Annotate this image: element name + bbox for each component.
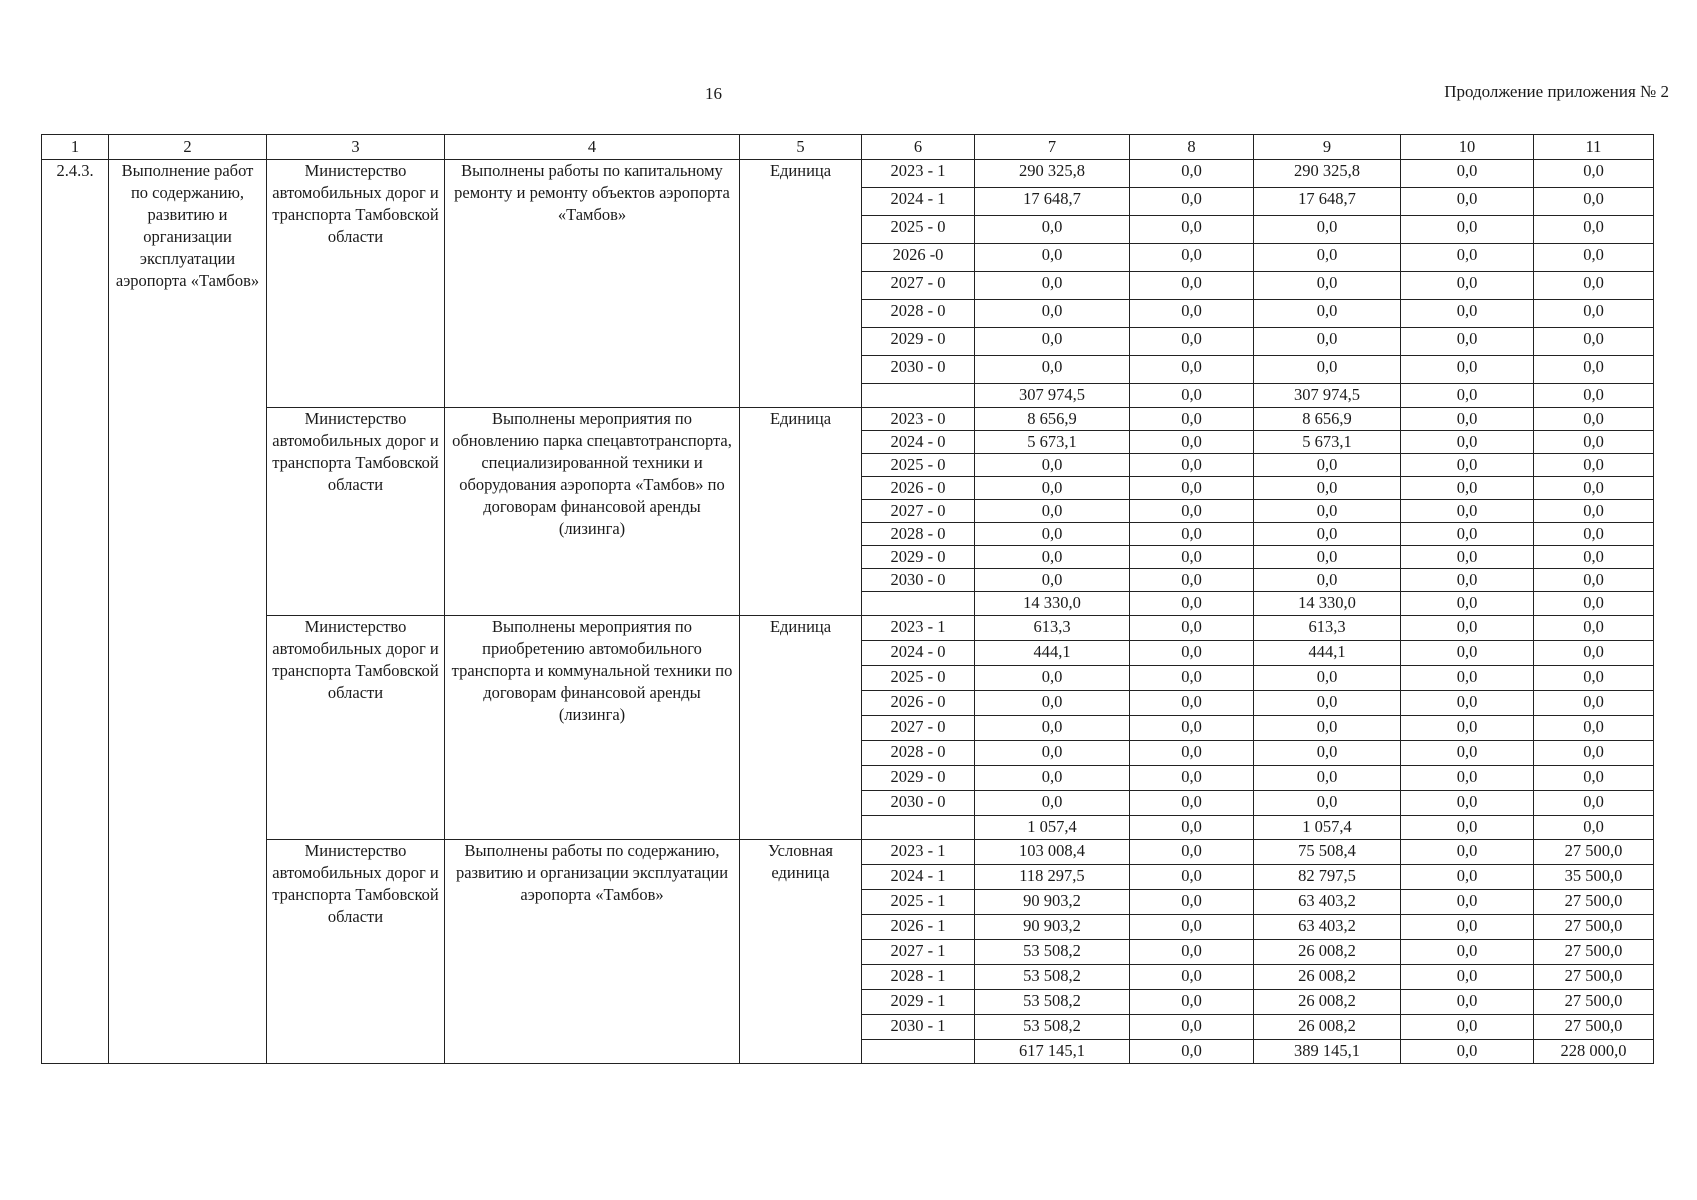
regional-cell: 0,0 <box>1254 477 1401 500</box>
total-cell: 118 297,5 <box>975 865 1130 890</box>
extrabudget-cell: 0,0 <box>1534 569 1654 592</box>
local-cell: 0,0 <box>1401 188 1534 216</box>
extrabudget-cell: 0,0 <box>1534 477 1654 500</box>
column-number-header: 11 <box>1534 135 1654 160</box>
column-number-header: 8 <box>1130 135 1254 160</box>
year-indicator-cell: 2026 - 0 <box>862 691 975 716</box>
total-cell: 0,0 <box>975 691 1130 716</box>
federal-cell: 0,0 <box>1130 791 1254 816</box>
regional-cell: 0,0 <box>1254 666 1401 691</box>
year-indicator-cell: 2023 - 1 <box>862 160 975 188</box>
column-number-header: 7 <box>975 135 1130 160</box>
regional-cell: 0,0 <box>1254 300 1401 328</box>
year-indicator-cell <box>862 816 975 840</box>
total-cell: 0,0 <box>975 216 1130 244</box>
local-cell: 0,0 <box>1401 160 1534 188</box>
regional-cell: 0,0 <box>1254 272 1401 300</box>
federal-cell: 0,0 <box>1130 300 1254 328</box>
local-cell: 0,0 <box>1401 328 1534 356</box>
regional-cell: 5 673,1 <box>1254 431 1401 454</box>
year-indicator-cell: 2029 - 0 <box>862 766 975 791</box>
year-indicator-cell <box>862 1040 975 1064</box>
unit-cell: Условная единица <box>740 840 862 1064</box>
executor-cell: Министерство автомобильных дорог и транспорта Тамбовской области <box>267 616 445 840</box>
regional-cell: 63 403,2 <box>1254 915 1401 940</box>
local-cell: 0,0 <box>1401 356 1534 384</box>
total-cell: 0,0 <box>975 546 1130 569</box>
federal-cell: 0,0 <box>1130 384 1254 408</box>
regional-cell: 444,1 <box>1254 641 1401 666</box>
extrabudget-cell: 0,0 <box>1534 244 1654 272</box>
year-indicator-cell: 2030 - 0 <box>862 356 975 384</box>
local-cell: 0,0 <box>1401 641 1534 666</box>
column-number-header: 1 <box>42 135 109 160</box>
total-cell: 0,0 <box>975 300 1130 328</box>
extrabudget-cell: 0,0 <box>1534 816 1654 840</box>
year-indicator-cell: 2029 - 1 <box>862 990 975 1015</box>
year-indicator-cell: 2028 - 1 <box>862 965 975 990</box>
federal-cell: 0,0 <box>1130 408 1254 431</box>
regional-cell: 0,0 <box>1254 766 1401 791</box>
year-indicator-cell: 2030 - 0 <box>862 791 975 816</box>
extrabudget-cell: 0,0 <box>1534 546 1654 569</box>
extrabudget-cell: 0,0 <box>1534 328 1654 356</box>
regional-cell: 26 008,2 <box>1254 1015 1401 1040</box>
column-number-row <box>42 135 1654 160</box>
regional-cell: 0,0 <box>1254 216 1401 244</box>
extrabudget-cell: 0,0 <box>1534 766 1654 791</box>
regional-cell: 1 057,4 <box>1254 816 1401 840</box>
extrabudget-cell: 0,0 <box>1534 523 1654 546</box>
regional-cell: 0,0 <box>1254 546 1401 569</box>
extrabudget-cell: 0,0 <box>1534 741 1654 766</box>
total-cell: 53 508,2 <box>975 990 1130 1015</box>
local-cell: 0,0 <box>1401 500 1534 523</box>
extrabudget-cell: 0,0 <box>1534 384 1654 408</box>
local-cell: 0,0 <box>1401 791 1534 816</box>
regional-cell: 17 648,7 <box>1254 188 1401 216</box>
program-table <box>41 134 1654 1064</box>
extrabudget-cell: 0,0 <box>1534 691 1654 716</box>
total-cell: 53 508,2 <box>975 1015 1130 1040</box>
year-indicator-cell: 2026 - 1 <box>862 915 975 940</box>
year-indicator-cell: 2024 - 1 <box>862 865 975 890</box>
local-cell: 0,0 <box>1401 300 1534 328</box>
table-body <box>42 160 1654 1064</box>
extrabudget-cell: 0,0 <box>1534 666 1654 691</box>
federal-cell: 0,0 <box>1130 216 1254 244</box>
federal-cell: 0,0 <box>1130 666 1254 691</box>
total-cell: 0,0 <box>975 272 1130 300</box>
extrabudget-cell: 0,0 <box>1534 431 1654 454</box>
local-cell: 0,0 <box>1401 523 1534 546</box>
table-row <box>42 408 1654 431</box>
regional-cell: 290 325,8 <box>1254 160 1401 188</box>
local-cell: 0,0 <box>1401 569 1534 592</box>
regional-cell: 26 008,2 <box>1254 965 1401 990</box>
column-number-header: 6 <box>862 135 975 160</box>
result-cell: Выполнены работы по содержанию, развитию и организации эксплуатации аэропорта «Тамбов» <box>445 840 740 1064</box>
result-cell: Выполнены работы по капитальному ремонту и ремонту объектов аэропорта «Тамбов» <box>445 160 740 408</box>
column-number-header: 9 <box>1254 135 1401 160</box>
table-row <box>42 840 1654 865</box>
regional-cell: 26 008,2 <box>1254 940 1401 965</box>
extrabudget-cell: 0,0 <box>1534 616 1654 641</box>
year-indicator-cell: 2023 - 1 <box>862 840 975 865</box>
federal-cell: 0,0 <box>1130 188 1254 216</box>
extrabudget-cell: 27 500,0 <box>1534 915 1654 940</box>
local-cell: 0,0 <box>1401 477 1534 500</box>
federal-cell: 0,0 <box>1130 244 1254 272</box>
total-cell: 0,0 <box>975 500 1130 523</box>
result-cell: Выполнены мероприятия по приобретению автомобильного транспорта и коммунальной техники по договорам финансовой аренды (лизинга) <box>445 616 740 840</box>
local-cell: 0,0 <box>1401 865 1534 890</box>
federal-cell: 0,0 <box>1130 965 1254 990</box>
year-indicator-cell: 2027 - 0 <box>862 716 975 741</box>
extrabudget-cell: 0,0 <box>1534 408 1654 431</box>
unit-cell: Единица <box>740 616 862 840</box>
extrabudget-cell: 27 500,0 <box>1534 990 1654 1015</box>
extrabudget-cell: 0,0 <box>1534 641 1654 666</box>
column-number-header: 3 <box>267 135 445 160</box>
federal-cell: 0,0 <box>1130 272 1254 300</box>
extrabudget-cell: 0,0 <box>1534 160 1654 188</box>
regional-cell: 0,0 <box>1254 328 1401 356</box>
local-cell: 0,0 <box>1401 1015 1534 1040</box>
local-cell: 0,0 <box>1401 840 1534 865</box>
year-indicator-cell: 2024 - 1 <box>862 188 975 216</box>
federal-cell: 0,0 <box>1130 816 1254 840</box>
federal-cell: 0,0 <box>1130 691 1254 716</box>
regional-cell: 613,3 <box>1254 616 1401 641</box>
local-cell: 0,0 <box>1401 272 1534 300</box>
local-cell: 0,0 <box>1401 1040 1534 1064</box>
local-cell: 0,0 <box>1401 716 1534 741</box>
local-cell: 0,0 <box>1401 431 1534 454</box>
column-number-header: 10 <box>1401 135 1534 160</box>
year-indicator-cell: 2027 - 0 <box>862 500 975 523</box>
year-indicator-cell: 2023 - 0 <box>862 408 975 431</box>
year-indicator-cell: 2029 - 0 <box>862 546 975 569</box>
federal-cell: 0,0 <box>1130 328 1254 356</box>
federal-cell: 0,0 <box>1130 523 1254 546</box>
extrabudget-cell: 0,0 <box>1534 791 1654 816</box>
year-indicator-cell: 2026 -0 <box>862 244 975 272</box>
federal-cell: 0,0 <box>1130 500 1254 523</box>
page-number: 16 <box>705 84 722 103</box>
local-cell: 0,0 <box>1401 990 1534 1015</box>
regional-cell: 0,0 <box>1254 791 1401 816</box>
column-number-header: 5 <box>740 135 862 160</box>
extrabudget-cell: 35 500,0 <box>1534 865 1654 890</box>
year-indicator-cell: 2027 - 0 <box>862 272 975 300</box>
local-cell: 0,0 <box>1401 890 1534 915</box>
total-cell: 0,0 <box>975 569 1130 592</box>
extrabudget-cell: 0,0 <box>1534 500 1654 523</box>
total-cell: 0,0 <box>975 328 1130 356</box>
local-cell: 0,0 <box>1401 216 1534 244</box>
total-cell: 613,3 <box>975 616 1130 641</box>
total-cell: 0,0 <box>975 666 1130 691</box>
federal-cell: 0,0 <box>1130 716 1254 741</box>
total-cell: 14 330,0 <box>975 592 1130 616</box>
year-indicator-cell <box>862 384 975 408</box>
local-cell: 0,0 <box>1401 592 1534 616</box>
year-indicator-cell: 2029 - 0 <box>862 328 975 356</box>
extrabudget-cell: 0,0 <box>1534 716 1654 741</box>
unit-cell: Единица <box>740 408 862 616</box>
federal-cell: 0,0 <box>1130 546 1254 569</box>
column-number-header: 2 <box>109 135 267 160</box>
table-row <box>42 160 1654 188</box>
federal-cell: 0,0 <box>1130 741 1254 766</box>
federal-cell: 0,0 <box>1130 865 1254 890</box>
regional-cell: 0,0 <box>1254 691 1401 716</box>
total-cell: 0,0 <box>975 244 1130 272</box>
total-cell: 0,0 <box>975 356 1130 384</box>
year-indicator-cell: 2025 - 0 <box>862 454 975 477</box>
local-cell: 0,0 <box>1401 965 1534 990</box>
year-indicator-cell: 2025 - 1 <box>862 890 975 915</box>
regional-cell: 389 145,1 <box>1254 1040 1401 1064</box>
total-cell: 1 057,4 <box>975 816 1130 840</box>
regional-cell: 0,0 <box>1254 454 1401 477</box>
total-cell: 0,0 <box>975 741 1130 766</box>
federal-cell: 0,0 <box>1130 431 1254 454</box>
federal-cell: 0,0 <box>1130 890 1254 915</box>
federal-cell: 0,0 <box>1130 990 1254 1015</box>
total-cell: 0,0 <box>975 523 1130 546</box>
federal-cell: 0,0 <box>1130 940 1254 965</box>
regional-cell: 8 656,9 <box>1254 408 1401 431</box>
federal-cell: 0,0 <box>1130 356 1254 384</box>
total-cell: 90 903,2 <box>975 915 1130 940</box>
extrabudget-cell: 0,0 <box>1534 592 1654 616</box>
total-cell: 0,0 <box>975 791 1130 816</box>
year-indicator-cell: 2024 - 0 <box>862 431 975 454</box>
federal-cell: 0,0 <box>1130 569 1254 592</box>
federal-cell: 0,0 <box>1130 840 1254 865</box>
unit-cell: Единица <box>740 160 862 408</box>
federal-cell: 0,0 <box>1130 1040 1254 1064</box>
regional-cell: 0,0 <box>1254 356 1401 384</box>
regional-cell: 14 330,0 <box>1254 592 1401 616</box>
local-cell: 0,0 <box>1401 546 1534 569</box>
regional-cell: 75 508,4 <box>1254 840 1401 865</box>
item-code: 2.4.3. <box>42 160 109 1064</box>
federal-cell: 0,0 <box>1130 592 1254 616</box>
year-indicator-cell: 2027 - 1 <box>862 940 975 965</box>
local-cell: 0,0 <box>1401 816 1534 840</box>
result-cell: Выполнены мероприятия по обновлению парка спецавтотранспорта, специализированной техники и оборудования аэропорта «Тамбов» по договорам финансовой аренды (лизинга) <box>445 408 740 616</box>
federal-cell: 0,0 <box>1130 766 1254 791</box>
federal-cell: 0,0 <box>1130 454 1254 477</box>
local-cell: 0,0 <box>1401 408 1534 431</box>
federal-cell: 0,0 <box>1130 477 1254 500</box>
local-cell: 0,0 <box>1401 244 1534 272</box>
extrabudget-cell: 27 500,0 <box>1534 940 1654 965</box>
extrabudget-cell: 0,0 <box>1534 356 1654 384</box>
total-cell: 103 008,4 <box>975 840 1130 865</box>
year-indicator-cell <box>862 592 975 616</box>
executor-cell: Министерство автомобильных дорог и транспорта Тамбовской области <box>267 840 445 1064</box>
year-indicator-cell: 2024 - 0 <box>862 641 975 666</box>
table-row <box>42 616 1654 641</box>
local-cell: 0,0 <box>1401 691 1534 716</box>
total-cell: 444,1 <box>975 641 1130 666</box>
total-cell: 0,0 <box>975 477 1130 500</box>
year-indicator-cell: 2023 - 1 <box>862 616 975 641</box>
item-name: Выполнение работ по содержанию, развитию и организации эксплуатации аэропорта «Тамбов» <box>109 160 267 1064</box>
local-cell: 0,0 <box>1401 940 1534 965</box>
extrabudget-cell: 27 500,0 <box>1534 965 1654 990</box>
total-cell: 5 673,1 <box>975 431 1130 454</box>
local-cell: 0,0 <box>1401 384 1534 408</box>
extrabudget-cell: 0,0 <box>1534 216 1654 244</box>
federal-cell: 0,0 <box>1130 641 1254 666</box>
year-indicator-cell: 2025 - 0 <box>862 666 975 691</box>
regional-cell: 26 008,2 <box>1254 990 1401 1015</box>
regional-cell: 0,0 <box>1254 716 1401 741</box>
extrabudget-cell: 0,0 <box>1534 188 1654 216</box>
year-indicator-cell: 2028 - 0 <box>862 300 975 328</box>
extrabudget-cell: 0,0 <box>1534 454 1654 477</box>
federal-cell: 0,0 <box>1130 616 1254 641</box>
column-number-header: 4 <box>445 135 740 160</box>
year-indicator-cell: 2030 - 1 <box>862 1015 975 1040</box>
total-cell: 0,0 <box>975 766 1130 791</box>
total-cell: 8 656,9 <box>975 408 1130 431</box>
total-cell: 617 145,1 <box>975 1040 1130 1064</box>
extrabudget-cell: 27 500,0 <box>1534 1015 1654 1040</box>
total-cell: 290 325,8 <box>975 160 1130 188</box>
total-cell: 90 903,2 <box>975 890 1130 915</box>
extrabudget-cell: 228 000,0 <box>1534 1040 1654 1064</box>
regional-cell: 0,0 <box>1254 500 1401 523</box>
executor-cell: Министерство автомобильных дорог и транспорта Тамбовской области <box>267 160 445 408</box>
regional-cell: 0,0 <box>1254 741 1401 766</box>
local-cell: 0,0 <box>1401 766 1534 791</box>
regional-cell: 0,0 <box>1254 523 1401 546</box>
total-cell: 307 974,5 <box>975 384 1130 408</box>
federal-cell: 0,0 <box>1130 915 1254 940</box>
local-cell: 0,0 <box>1401 666 1534 691</box>
regional-cell: 0,0 <box>1254 569 1401 592</box>
regional-cell: 307 974,5 <box>1254 384 1401 408</box>
regional-cell: 63 403,2 <box>1254 890 1401 915</box>
total-cell: 0,0 <box>975 454 1130 477</box>
local-cell: 0,0 <box>1401 915 1534 940</box>
extrabudget-cell: 27 500,0 <box>1534 840 1654 865</box>
federal-cell: 0,0 <box>1130 1015 1254 1040</box>
year-indicator-cell: 2026 - 0 <box>862 477 975 500</box>
year-indicator-cell: 2028 - 0 <box>862 523 975 546</box>
appendix-continuation-note: Продолжение приложения № 2 <box>1444 82 1669 101</box>
local-cell: 0,0 <box>1401 741 1534 766</box>
total-cell: 53 508,2 <box>975 965 1130 990</box>
local-cell: 0,0 <box>1401 454 1534 477</box>
extrabudget-cell: 0,0 <box>1534 272 1654 300</box>
local-cell: 0,0 <box>1401 616 1534 641</box>
total-cell: 53 508,2 <box>975 940 1130 965</box>
year-indicator-cell: 2028 - 0 <box>862 741 975 766</box>
federal-cell: 0,0 <box>1130 160 1254 188</box>
executor-cell: Министерство автомобильных дорог и транспорта Тамбовской области <box>267 408 445 616</box>
total-cell: 17 648,7 <box>975 188 1130 216</box>
year-indicator-cell: 2025 - 0 <box>862 216 975 244</box>
year-indicator-cell: 2030 - 0 <box>862 569 975 592</box>
regional-cell: 0,0 <box>1254 244 1401 272</box>
extrabudget-cell: 27 500,0 <box>1534 890 1654 915</box>
total-cell: 0,0 <box>975 716 1130 741</box>
regional-cell: 82 797,5 <box>1254 865 1401 890</box>
extrabudget-cell: 0,0 <box>1534 300 1654 328</box>
